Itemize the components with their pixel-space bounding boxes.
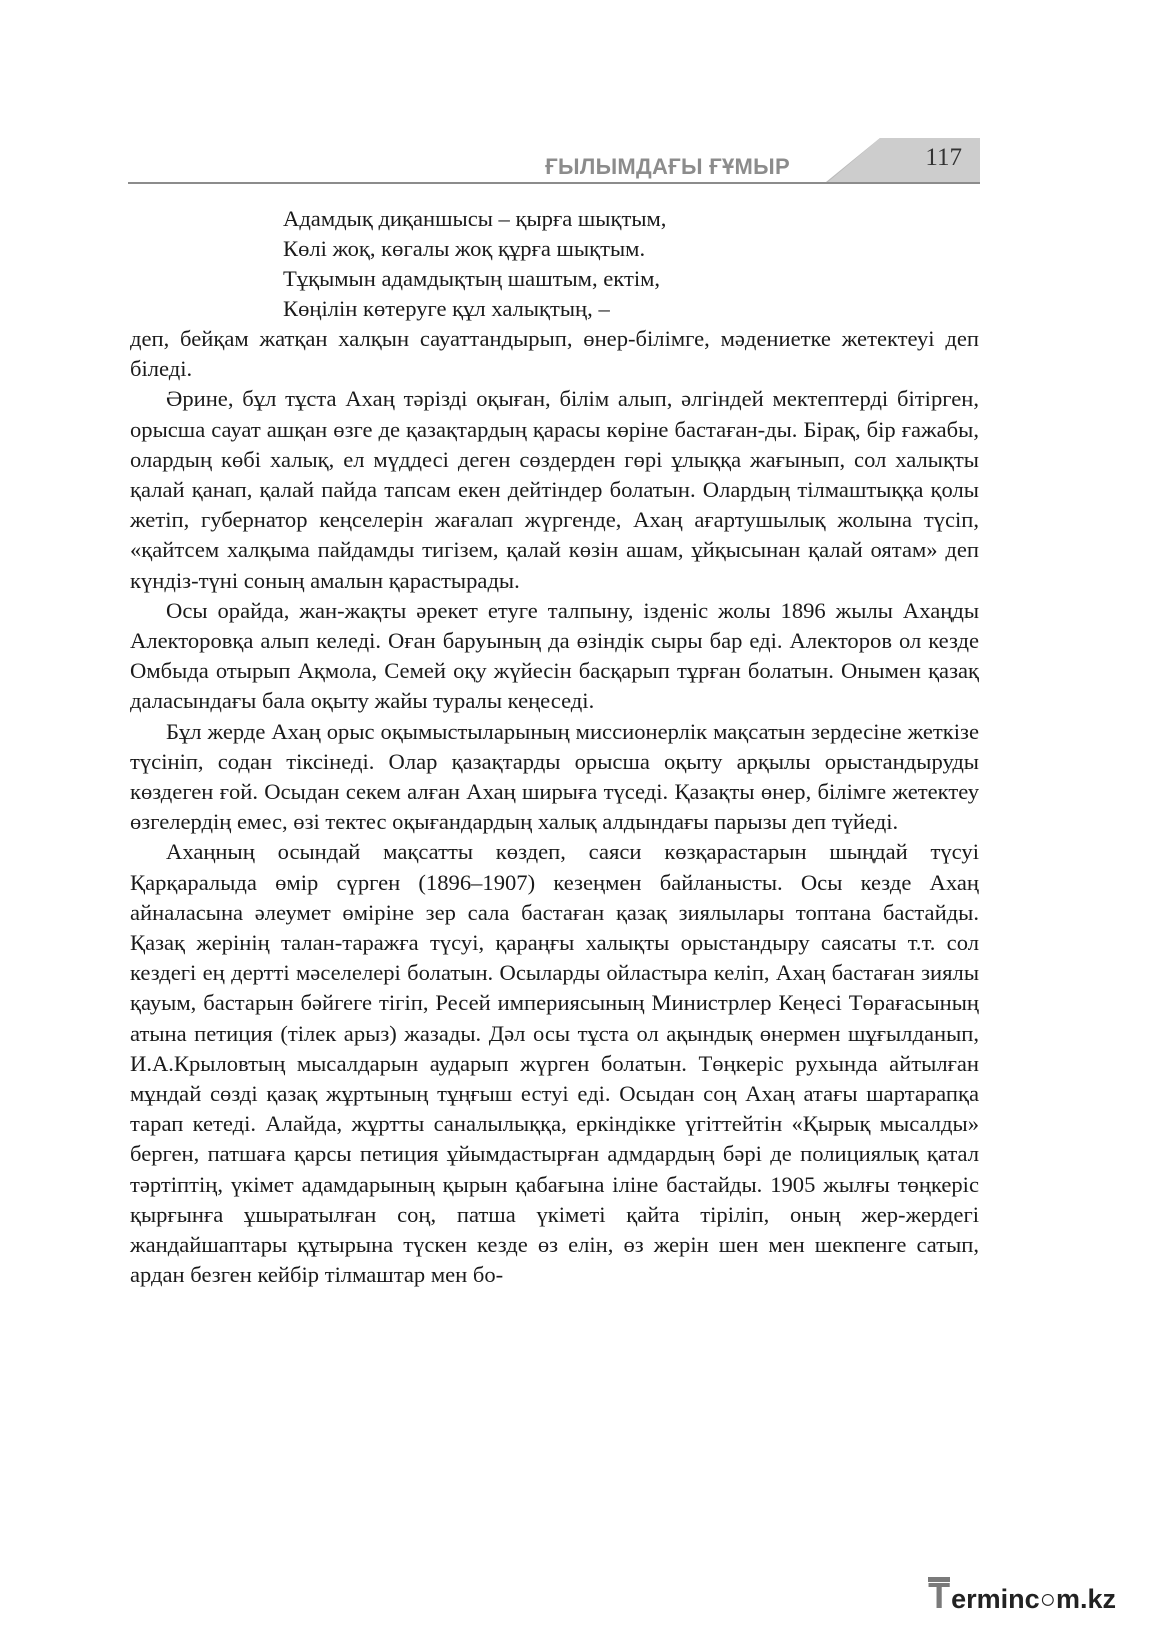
magnifier-icon: ○ — [1039, 1584, 1056, 1614]
header-rule — [128, 182, 980, 184]
verse-line: Тұқымын адамдықтың шаштым, ектім, — [283, 266, 661, 291]
verse-line: Көңілін көтеруге құл халықтың, – — [283, 296, 610, 321]
termincom-watermark — [928, 1577, 1116, 1615]
paragraph: Әрине, бұл тұста Ахаң тәрізді оқыған, білім алып, әлгіндей мектептерді бітірген, орысша сауат ашқан өзге де қазақтардың қарасы көріне бастаған-ды. Бірақ, бір ғажабы, олардың көбі халық, ел мүддесі деген сөздерден гөрі ұлыққа жағынып, сол халықты қалай қанап, қалай пайда тапсам екен дейтіндер болатын. Олардың тілмаштыққа қолы жетіп, губернатор кеңселерін жағалап жүргенде, Ахаң ағартушылық жолына түсіп, «қайтсем халқыма пайдамды тигізем, қалай көзін ашам, ұйқысынан қалай оятам» деп күндіз-түні соның амалын қарастырады. — [130, 386, 979, 593]
paragraph: Ахаңның осындай мақсатты көздеп, саяси көзқарастарын шыңдай түсуі Қарқаралыда өмір сүрген (1896–1907) кезеңмен байланысты. Осы кезде Ахаң айналасына әлеумет өміріне зер сала бастаған қазақ зиялылары топтана бастайды. Қазақ жерінің талан-таражға түсуі, қараңғы халықты орыстандыру саясаты т.т. сол кездегі ең дертті мәселелері болатын. Осыларды ойластыра келіп, Ахаң бастаған зиялы қауым, бастарын бәйгеге тігіп, Ресей империясының Министрлер Кеңесі Төрағасының атына петиция (тілек арыз) жазады. Дәл осы тұста ол ақындық өнермен шұғылданып, И.А.Крыловтың мысалдарын аударып жүрген болатын. Төңкеріс рухында айтылған мұндай сөзді қазақ жұртының тұңғыш естуі еді. Осыдан соң Ахаң атағы шартарапқа тарап кетеді. Алайда, жұртты саналылыққа, еркіндікке үгіттейтін «Қырық мысалды» берген, патшаға қарсы петиция ұйымдастырған адмдардың бәрі де полициялық қатал тәртіптің, үкімет адамдарының қырын қабағына іліне бастайды. 1905 жылғы төңкеріс қырғынға ұшыратылған соң, патша үкіметі қайта тіріліп, оның жер-жердегі жандайшаптары құтырына түскен кезде өз елін, өз жерін шен мен шекпенге сатып, ардан безген кейбір тілмаштар мен бо- — [130, 839, 979, 1288]
page-number: 117 — [925, 144, 962, 171]
watermark-domain: m.kz — [1055, 1584, 1116, 1614]
paragraph: Бұл жерде Ахаң орыс оқымыстыларының миссионерлік мақсатын зердесіне жеткізе түсініп, содан тіксінеді. Олар қазақтарды орысша оқыту арқылы орыстандыруды көздеген ғой. Осыдан секем алған Ахаң ширыға түседі. Қазақты өнер, білімге жетектеу өзгелердің емес, өзі тектес оқығандардың халық алдындағы парызы деп түйеді. — [130, 718, 979, 835]
paragraph: деп, бейқам жатқан халқын сауаттандырып, өнер-білімге, мәдениетке жетектеуі деп біледі. — [130, 326, 979, 382]
paragraph: Осы орайда, жан-жақты әрекет етуге талпыну, ізденіс жолы 1896 жылы Ахаңды Алекторовқа алып келеді. Оған баруының да өзіндік сыры бар еді. Алекторов ол кезде Омбыда отырып Ақмола, Семей оқу жүйесін басқарып тұрған болатын. Онымен қазақ даласындағы бала оқыту жайы туралы кеңеседі. — [130, 597, 979, 714]
watermark-text: erminc — [951, 1584, 1040, 1614]
verse-line: Адамдық диқаншысы – қырға шықтым, — [283, 206, 667, 231]
body-text — [130, 324, 979, 1291]
watermark-logo-letter: T — [928, 1575, 951, 1616]
chapter-title: ҒЫЛЫМДАҒЫ ҒҰМЫР — [545, 154, 790, 179]
verse-block — [283, 204, 666, 324]
verse-line: Көлі жоқ, көгалы жоқ құрға шықтым. — [283, 236, 646, 261]
page-header — [128, 138, 980, 188]
